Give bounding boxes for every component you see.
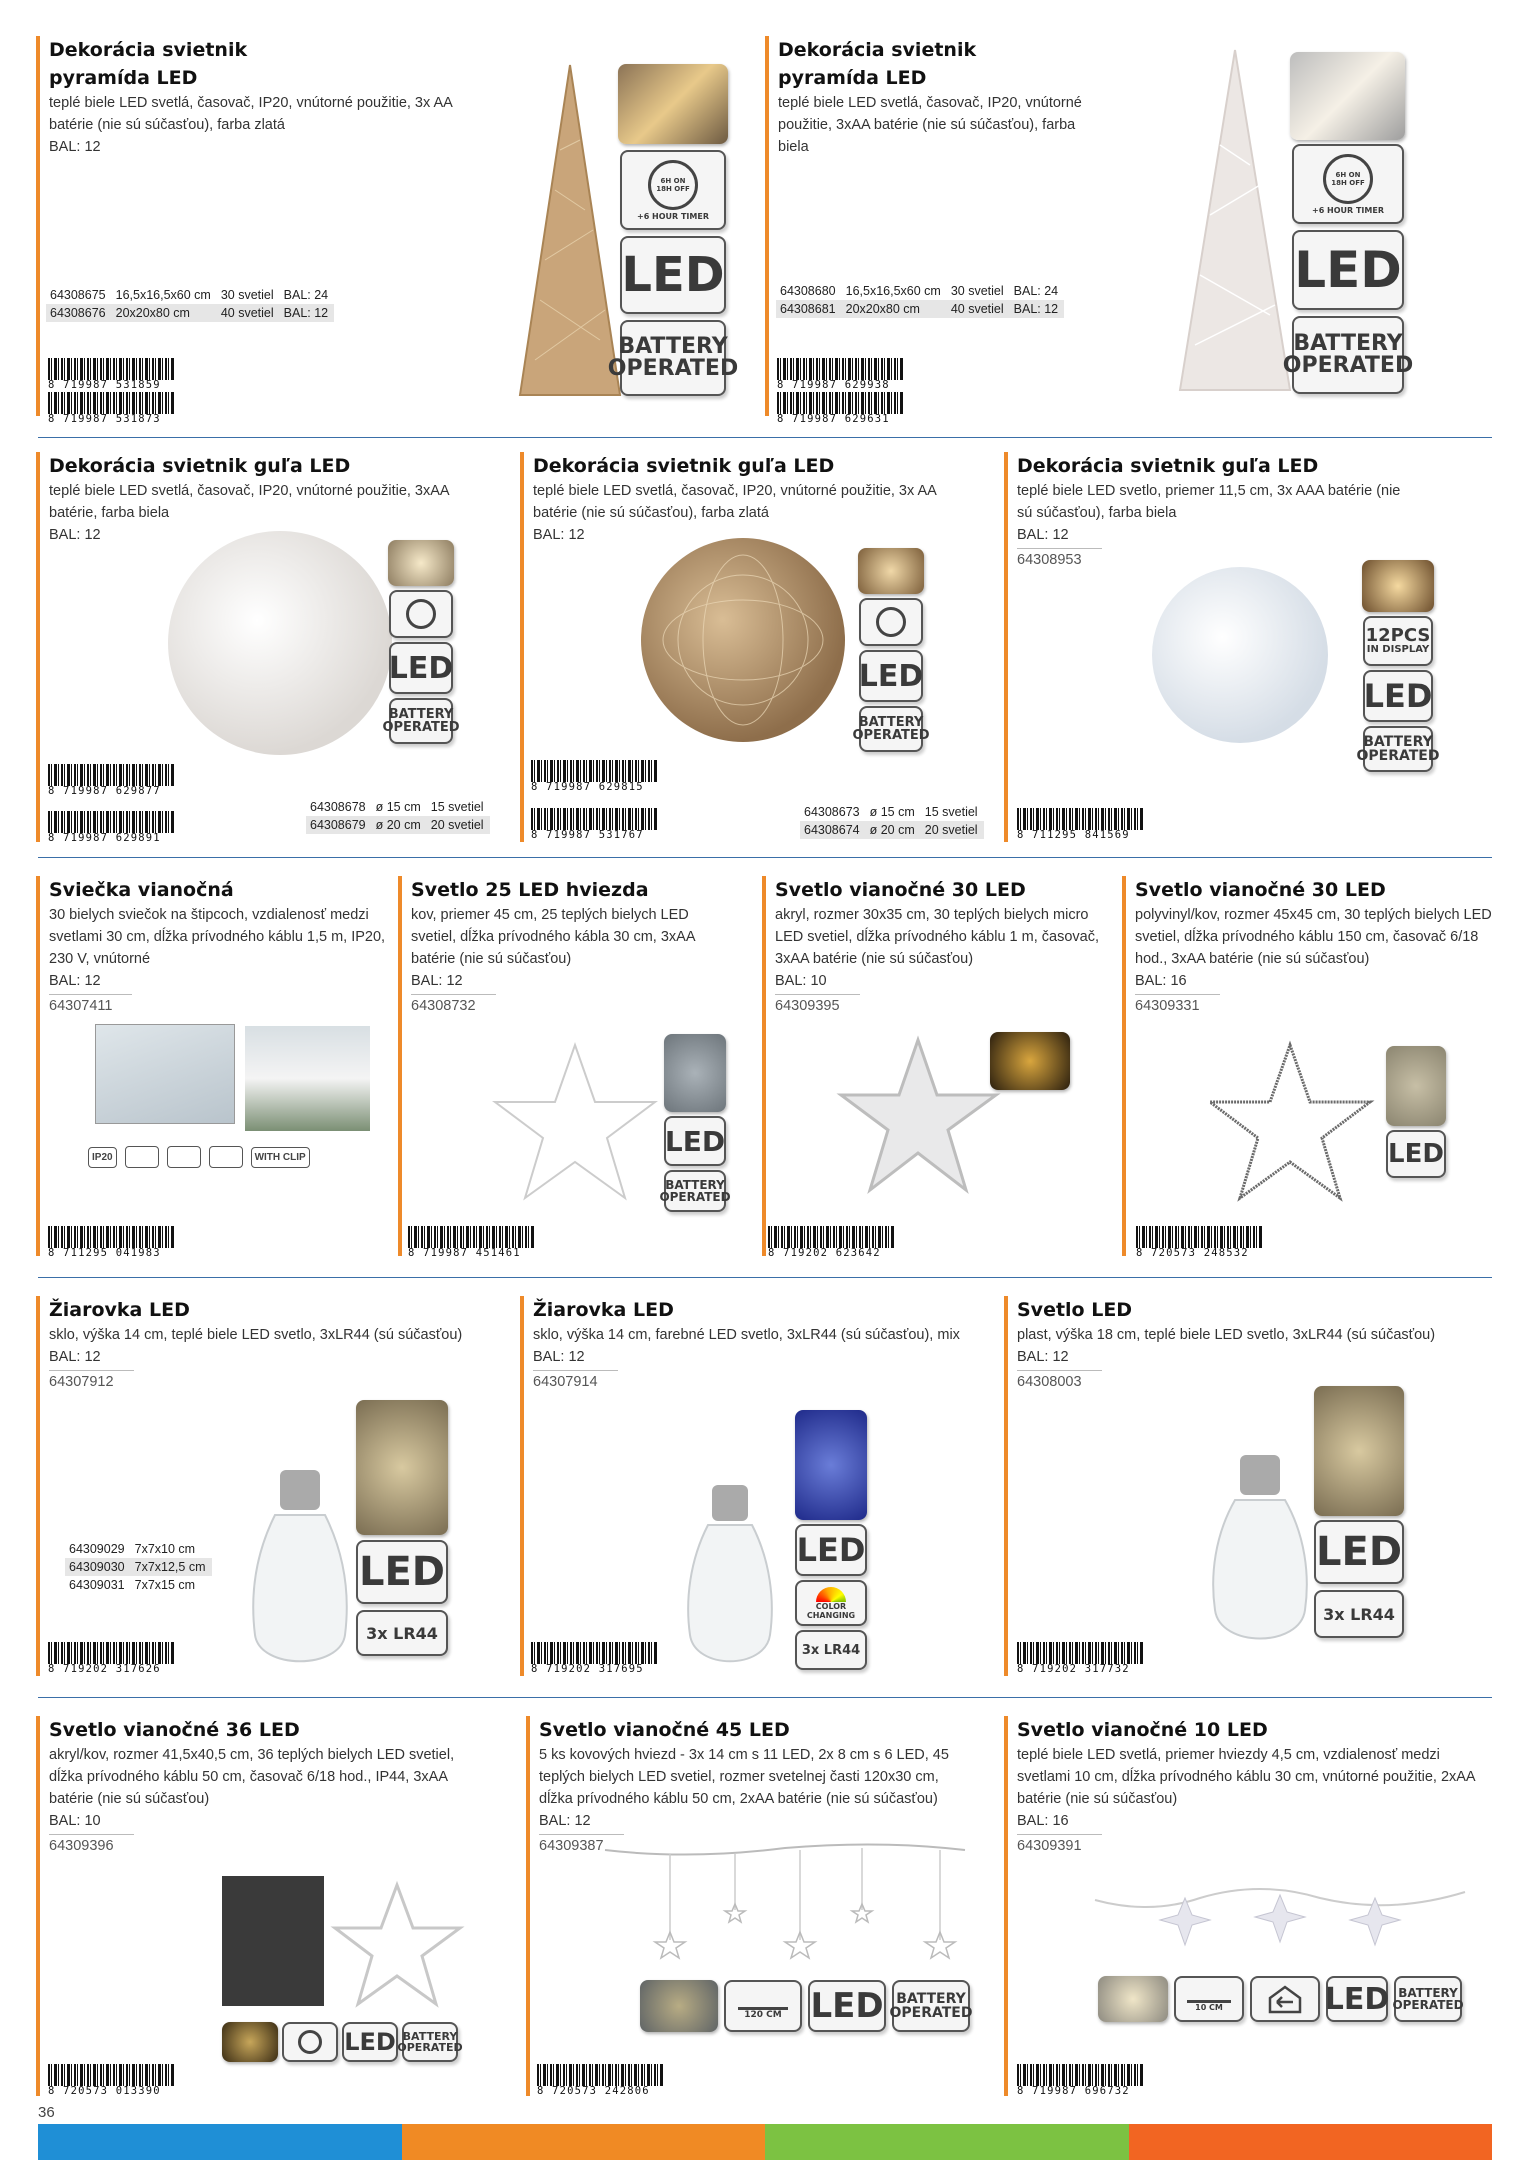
product-description: sklo, výška 14 cm, farebné LED svetlo, 3xLR44 (sú súčasťou), mix — [533, 1327, 960, 1343]
barcode: 8 719987 629815 — [531, 760, 663, 794]
row-separator — [38, 1277, 1492, 1278]
led-badge: LED — [664, 1116, 726, 1166]
barcode: 8 719987 531873 — [48, 392, 180, 426]
product-title: Svetlo vianočné 30 LED — [1135, 879, 1386, 901]
led-badge: LED — [859, 650, 923, 702]
lit-ball-photo — [388, 540, 454, 586]
lr44-badge: 3x LR44 — [1314, 1590, 1404, 1638]
bulb-image — [245, 1465, 355, 1685]
candle-photo — [245, 1026, 370, 1131]
product-title: Svetlo vianočné 10 LED — [1017, 1719, 1268, 1741]
product-code: 64309331 — [1135, 994, 1220, 1017]
product-description: kov, priemer 45 cm, 25 teplých bielych LED svetiel, dĺžka prívodného kábla 30 cm, 3xAA batérie (nie sú súčasťou) — [411, 907, 695, 967]
lit-bulb-photo — [356, 1400, 448, 1535]
variant-table: 64308673 ø 15 cm 15 svetiel 64308674 ø 20 cm 20 svetiel — [800, 803, 984, 839]
twelve-pcs-badge: 12PCS IN DISPLAY — [1363, 616, 1433, 666]
cable-length-badge: 120 CM — [724, 1980, 802, 2032]
product-description: 30 bielych sviečok na štipcoch, vzdialenosť medzi svetlami 30 cm, dĺžka prívodného káblu 1,5 m, IP20, 230 V, vnútorné — [49, 907, 386, 967]
battery-operated-badge: BATTERY OPERATED — [1394, 1976, 1462, 2022]
product-bal: BAL: 12 — [1017, 527, 1069, 543]
led-badge: LED — [620, 236, 726, 314]
product-title: Svetlo vianočné 45 LED — [539, 1719, 790, 1741]
page-number: 36 — [38, 2104, 55, 2121]
battery-operated-badge: BATTERY OPERATED — [1363, 726, 1433, 772]
cable-length-icon — [167, 1146, 201, 1168]
timer-badge — [389, 590, 453, 638]
barcode: 8 719987 629891 — [48, 811, 180, 845]
footer-segment-orange — [402, 2124, 766, 2160]
product-description: sklo, výška 14 cm, teplé biele LED svetlo, 3xLR44 (sú súčasťou) — [49, 1327, 463, 1343]
product-description: teplé biele LED svetlo, priemer 11,5 cm, 3x AAA batérie (nie sú súčasťou), farba biela — [1017, 483, 1401, 521]
footer-color-bar — [38, 2124, 1492, 2160]
product-title: Svetlo 25 LED hviezda — [411, 879, 649, 901]
variant-table: 64308680 16,5x16,5x60 cm 30 svetiel BAL: 24 64308681 20x20x80 cm 40 svetiel BAL: 12 — [776, 282, 1064, 318]
product-bal: BAL: 10 — [775, 973, 827, 989]
lit-star-photo — [640, 1980, 718, 2032]
product-code: 64307912 — [49, 1370, 134, 1393]
lr44-badge: 3x LR44 — [356, 1610, 448, 1656]
row-separator — [38, 857, 1492, 858]
product-bal: BAL: 12 — [49, 527, 101, 543]
battery-operated-badge: BATTERY OPERATED — [892, 1980, 970, 2032]
barcode: 8 711295 841569 — [1017, 808, 1149, 842]
product-description: plast, výška 18 cm, teplé biele LED svetlo, 3xLR44 (sú súčasťou) — [1017, 1327, 1436, 1343]
product-description: teplé biele LED svetlá, časovač, IP20, vnútorné použitie, 3x AA batérie (nie sú súčasťou), farba zlatá — [49, 95, 453, 133]
metal-star-image — [1205, 1040, 1375, 1205]
product-code: 64309387 — [539, 1834, 624, 1857]
led-badge: LED — [342, 2022, 398, 2062]
lit-star-photo — [664, 1034, 726, 1112]
barcode: 8 720573 013390 — [48, 2064, 180, 2098]
barcode: 8 719987 451461 — [408, 1226, 540, 1260]
lit-star-photo — [1098, 1976, 1168, 2022]
battery-operated-badge: BATTERY OPERATED — [620, 320, 726, 396]
battery-operated-badge: BATTERY OPERATED — [389, 698, 453, 744]
product-bal: BAL: 12 — [411, 973, 463, 989]
product-code: 64309391 — [1017, 1834, 1102, 1857]
barcode: 8 719987 629877 — [48, 764, 180, 798]
led-badge: LED — [1386, 1130, 1446, 1178]
candle-box-image — [95, 1024, 235, 1124]
indoor-icon — [209, 1146, 243, 1168]
battery-operated-badge: BATTERY OPERATED — [664, 1170, 726, 1212]
lit-bulb-photo — [795, 1410, 867, 1520]
lit-star-photo — [990, 1032, 1070, 1090]
candle-icons-row — [88, 1140, 328, 1174]
row-separator — [38, 437, 1492, 438]
variant-table: 64308675 16,5x16,5x60 cm 30 svetiel BAL: 24 64308676 20x20x80 cm 40 svetiel BAL: 12 — [46, 286, 334, 322]
product-bal: BAL: 12 — [49, 1349, 101, 1365]
led-badge: LED — [356, 1540, 448, 1604]
product-bal: BAL: 12 — [49, 973, 101, 989]
product-bal: BAL: 10 — [49, 1813, 101, 1829]
barcode: 8 711295 041983 — [48, 1226, 180, 1260]
lit-ball-photo — [858, 548, 924, 594]
row-separator — [38, 1697, 1492, 1698]
battery-operated-badge: BATTERY OPERATED — [1292, 316, 1404, 394]
product-title: Sviečka vianočná — [49, 879, 234, 901]
led-badge: LED — [795, 1524, 867, 1576]
led-badge: LED — [1363, 670, 1433, 722]
product-code: 64308732 — [411, 994, 496, 1017]
star-string-image — [1090, 1870, 1470, 1960]
product-bal: BAL: 12 — [533, 1349, 585, 1365]
led-badge: LED — [808, 1980, 886, 2032]
product-title: Žiarovka LED — [533, 1299, 674, 1321]
product-title: Dekorácia svietnik pyramída LED — [778, 39, 977, 89]
barcode: 8 720573 248532 — [1136, 1226, 1268, 1260]
product-title: Svetlo vianočné 30 LED — [775, 879, 1026, 901]
led-badge: LED — [389, 642, 453, 694]
variant-table: 64309029 7x7x10 cm 64309030 7x7x12,5 cm 64309031 7x7x15 cm — [65, 1540, 212, 1594]
lr44-badge: 3x LR44 — [795, 1630, 867, 1670]
product-bal: BAL: 16 — [1135, 973, 1187, 989]
product-title: Dekorácia svietnik guľa LED — [533, 455, 835, 477]
product-code: 64309396 — [49, 1834, 134, 1857]
led-badge: LED — [1292, 230, 1404, 310]
gold-pyramid-image — [515, 60, 625, 405]
barcode: 8 719987 531859 — [48, 358, 180, 392]
barcode: 8 720573 242806 — [537, 2064, 669, 2098]
with-clip-icon: WITH CLIP — [251, 1147, 310, 1168]
white-ball-image — [165, 528, 395, 758]
product-description: akryl, rozmer 30x35 cm, 30 teplých bielych micro LED svetiel, dĺžka prívodného káblu 1 m, časovač, 3xAA batérie (nie sú súčasťou) — [775, 907, 1099, 967]
barcode: 8 719202 623642 — [768, 1226, 900, 1260]
lit-bulb-photo — [1314, 1386, 1404, 1516]
lit-pyramid-photo — [1290, 52, 1405, 140]
acrylic-star-image — [836, 1035, 1001, 1195]
footer-segment-red-orange — [1129, 2124, 1493, 2160]
cable-length-icon — [125, 1146, 159, 1168]
white-ball-image — [1150, 565, 1330, 745]
footer-segment-blue — [38, 2124, 402, 2160]
product-title: Svetlo vianočné 36 LED — [49, 1719, 300, 1741]
footer-segment-green — [765, 2124, 1129, 2160]
product-code: 64308953 — [1017, 548, 1102, 571]
product-bal: BAL: 16 — [1017, 1813, 1069, 1829]
product-description: teplé biele LED svetlá, priemer hviezdy 4,5 cm, vzdialenosť medzi svetlami 10 cm, dĺžka prívodného káblu 30 cm, vnútorné použitie, 2xAA batérie (nie sú súčasťou) — [1017, 1747, 1475, 1807]
product-title: Žiarovka LED — [49, 1299, 190, 1321]
product-description: teplé biele LED svetlá, časovač, IP20, vnútorné použitie, 3xAA batérie, farba biela — [49, 483, 449, 521]
color-changing-badge: COLOR CHANGING — [795, 1580, 867, 1626]
timer-badge: 6H ON 18H OFF +6 HOUR TIMER — [620, 150, 726, 230]
product-description: 5 ks kovových hviezd - 3x 14 cm s 11 LED, 2x 8 cm s 6 LED, 45 teplých bielych LED svetiel, rozmer svetelnej časti 120x30 cm, dĺžka prívodného káblu 50 cm, 2xAA batérie (nie sú súčasťou) — [539, 1747, 949, 1807]
battery-operated-badge: BATTERY OPERATED — [859, 706, 923, 752]
lit-ball-photo — [1362, 560, 1434, 612]
product-bal: BAL: 12 — [49, 139, 101, 155]
product-description: akryl/kov, rozmer 41,5x40,5 cm, 36 teplých bielych LED svetiel, dĺžka prívodného káblu 50 cm, časovač 6/18 hod., IP44, 3xAA batérie (nie sú súčasťou) — [49, 1747, 455, 1807]
white-pyramid-image — [1175, 45, 1295, 400]
product-description: polyvinyl/kov, rozmer 45x45 cm, 30 teplých bielych LED svetiel, dĺžka prívodného káblu 150 cm, časovač 6/18 hod., 3xAA batérie (nie sú súčasťou) — [1135, 907, 1492, 967]
led-badge: LED — [1314, 1520, 1404, 1584]
product-code: 64307914 — [533, 1370, 618, 1393]
product-description: teplé biele LED svetlá, časovač, IP20, vnútorné použitie, 3x AA batérie (nie sú súčasťou), farba zlatá — [533, 483, 937, 521]
star-curtain-image — [600, 1840, 970, 1965]
timer-badge — [859, 598, 923, 646]
product-bal: BAL: 12 — [539, 1813, 591, 1829]
battery-operated-badge: BATTERY OPERATED — [402, 2022, 458, 2062]
indoor-badge — [1250, 1976, 1320, 2022]
lit-star-photo — [222, 2022, 278, 2062]
star-box-image — [222, 1876, 324, 2006]
barcode: 8 719987 629938 — [777, 358, 909, 392]
product-title: Dekorácia svietnik guľa LED — [1017, 455, 1319, 477]
product-code: 64307411 — [49, 994, 132, 1017]
lit-pyramid-photo — [618, 64, 728, 144]
barcode: 8 719202 317695 — [531, 1642, 663, 1676]
bulb-image — [680, 1480, 780, 1680]
star-image — [490, 1040, 660, 1205]
gold-ball-image — [638, 535, 848, 745]
timer-badge: 6H ON 18H OFF +6 HOUR TIMER — [1292, 144, 1404, 224]
ip20-icon: IP20 — [88, 1147, 117, 1168]
house-icon — [1265, 1984, 1305, 2014]
lit-star-photo — [1386, 1046, 1446, 1126]
product-title: Dekorácia svietnik pyramída LED — [49, 39, 248, 89]
barcode: 8 719987 696732 — [1017, 2064, 1149, 2098]
product-bal: BAL: 12 — [1017, 1349, 1069, 1365]
bulb-image — [1205, 1450, 1315, 1660]
product-code: 64309395 — [775, 994, 860, 1017]
barcode: 8 719202 317626 — [48, 1642, 180, 1676]
star-image — [330, 1880, 465, 2010]
barcode: 8 719987 629631 — [777, 392, 909, 426]
barcode: 8 719987 531767 — [531, 808, 663, 842]
variant-table: 64308678 ø 15 cm 15 svetiel 64308679 ø 20 cm 20 svetiel — [306, 798, 490, 834]
product-description: teplé biele LED svetlá, časovač, IP20, vnútorné použitie, 3xAA batérie (nie sú súčasťou), farba biela — [778, 95, 1082, 155]
product-title: Dekorácia svietnik guľa LED — [49, 455, 351, 477]
cable-length-badge: 10 CM — [1174, 1976, 1244, 2022]
product-bal: BAL: 12 — [533, 527, 585, 543]
led-badge: LED — [1326, 1976, 1388, 2022]
barcode: 8 719202 317732 — [1017, 1642, 1149, 1676]
product-title: Svetlo LED — [1017, 1299, 1133, 1321]
product-code: 64308003 — [1017, 1370, 1102, 1393]
timer-badge — [282, 2022, 338, 2062]
